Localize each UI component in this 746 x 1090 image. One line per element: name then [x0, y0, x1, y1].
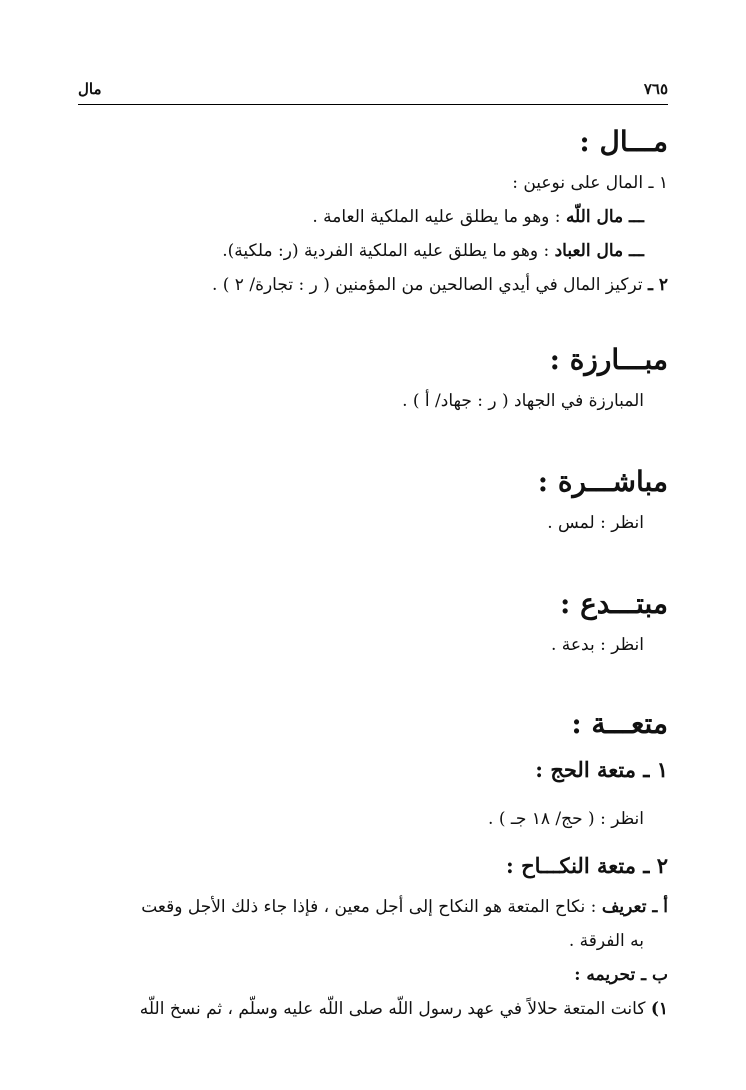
mutaa-def-cont: به الفرقة .	[568, 931, 644, 951]
entry-title-mubashara: مباشـــرة :	[537, 465, 668, 498]
mal-line-2-text: : وهو ما يطلق عليه الملكية العامة .	[312, 207, 566, 227]
mal-line-3-text: : وهو ما يطلق عليه الملكية الفردية (ر: ملكية).	[222, 241, 555, 261]
entry-mutaa	[78, 700, 668, 1026]
mubashara-line-1: انظر : لمس .	[547, 513, 644, 533]
mal-line-3-term: ـــ مال العباد	[554, 241, 644, 261]
running-title: مال	[78, 80, 102, 98]
mutaa-point-1-num: ١)	[650, 999, 668, 1019]
entry-mal	[78, 118, 668, 302]
page-header	[78, 78, 668, 105]
mal-line-4	[78, 268, 668, 302]
mal-line-1: ١ ـ المال على نوعين :	[512, 173, 668, 193]
page-body	[78, 118, 668, 1026]
mal-line-3	[78, 234, 668, 268]
mubtadi-line-1: انظر : بدعة .	[550, 635, 644, 655]
entry-mubashara	[78, 458, 668, 540]
mutaa-def-term: أ ـ تعريف	[601, 897, 668, 917]
mutaa-hajj-line-1: انظر : ( حج/ ١٨ جـ ) .	[488, 809, 644, 829]
mal-line-4-num: ٢ ـ	[647, 275, 668, 295]
entry-title-mubtadi: مبتـــدع :	[560, 587, 668, 620]
mutaa-subtitle-hajj: ١ ـ متعة الحج :	[535, 757, 668, 782]
mutaa-point-1-text: كانت المتعة حلالاً في عهد رسول اللّه صلى اللّه عليه وسلّم ، ثم نسخ اللّه	[139, 999, 651, 1019]
entry-mubaraza	[78, 336, 668, 418]
mutaa-def-text: : نكاح المتعة هو النكاح إلى أجل معين ، فإذا جاء ذلك الأجل وقعت	[141, 897, 602, 917]
mutaa-prohibition-heading: ب ـ تحريمه :	[574, 965, 668, 985]
mutaa-point-1	[78, 992, 668, 1026]
page-number: ٧٦٥	[643, 80, 668, 98]
entry-title-mutaa: متعـــة :	[571, 707, 668, 740]
entry-title-mal: مـــال :	[579, 125, 668, 158]
entry-title-mubaraza: مبـــارزة :	[549, 343, 668, 376]
mutaa-subtitle-nikah: ٢ ـ متعة النكـــاح :	[506, 853, 668, 878]
mubaraza-line-1: المبارزة في الجهاد ( ر : جهاد/ أ ) .	[402, 391, 644, 411]
mal-line-2	[78, 200, 668, 234]
entry-mubtadi	[78, 580, 668, 662]
mutaa-def-line	[78, 890, 668, 924]
mal-line-2-term: ـــ مال اللّه	[565, 207, 644, 227]
mal-line-4-text: تركيز المال في أيدي الصالحين من المؤمنين ( ر : تجارة/ ٢ ) .	[211, 275, 648, 295]
